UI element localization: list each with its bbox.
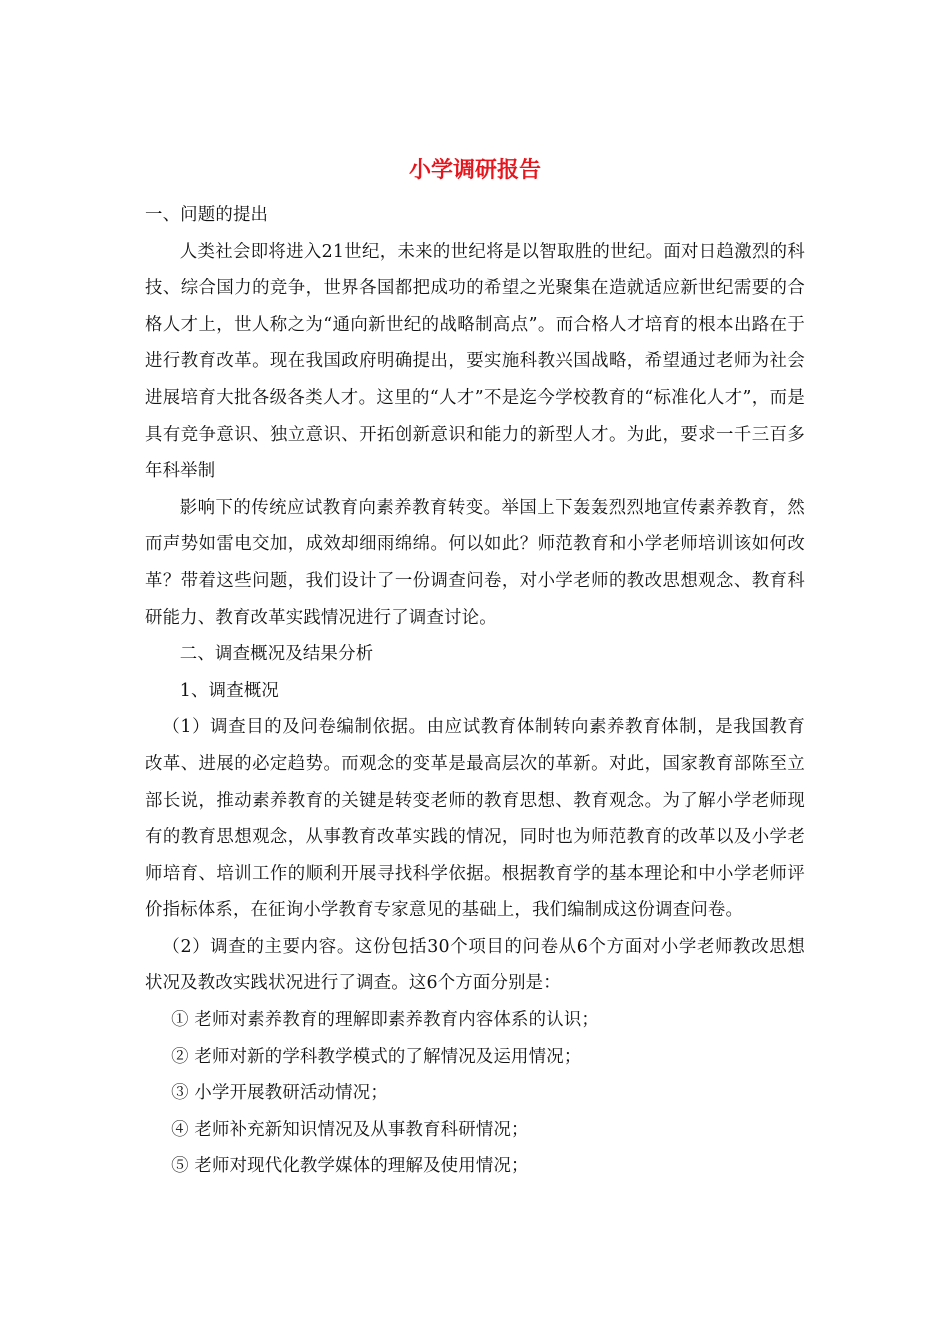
section-heading-2: 二、调查概况及结果分析 [179,644,374,665]
list-item: ③ 小学开展教研活动情况； [171,1083,388,1104]
list-item: ② 老师对新的学科教学模式的了解情况及运用情况； [171,1046,582,1067]
section-heading-1: 一、问题的提出 [145,205,269,225]
paragraph-intro: 人类社会即将进入21世纪，未来的世纪将是以智取胜的世纪。面对日趋激烈的科技、综合国力的竞争，世界各国都把成功的希望之光聚集在造就适应新世纪需要的合格人才上，世人称之为“通向新世纪的战略制高点”。而合格人才培育的根本出路在于进行教育改革。现在我国政府明确提出，要实施科教兴国战略，希望通过老师为社会进展培育大批各级各类人才。这里的“人才”不是迄今学校教育的“标准化人才”，而是具有竞争意识、独立意识、开拓创新意识和能力的新型人才。为此，要求一千三百多年科举制 [145,241,805,482]
document-body [145,197,805,1185]
list-item: ⑤ 老师对现代化教学媒体的理解及使用情况； [171,1156,529,1177]
paragraph-purpose: （1）调查目的及问卷编制依据。由应试教育体制转向素养教育体制，是我国教育改革、进展的必定趋势。而观念的变革是最高层次的革新。对此，国家教育部陈至立部长说，推动素养教育的关键是转变老师的教育思想、教育观念。为了解小学老师现有的教育思想观念，从事教育改革实践的情况，同时也为师范教育的改革以及小学老师培育、培训工作的顺利开展寻找科学依据。根据教育学的基本理论和中小学老师评价指标体系，在征询小学教育专家意见的基础上，我们编制成这份调查问卷。 [145,717,805,921]
list-item: ④ 老师补充新知识情况及从事教育科研情况； [171,1119,529,1140]
document-title: 小学调研报告 [408,157,541,183]
paragraph-content: （2）调查的主要内容。这份包括30个项目的问卷从6个方面对小学老师教改思想状况及教改实践状况进行了调查。这6个方面分别是： [145,936,805,994]
list-item: ① 老师对素养教育的理解即素养教育内容体系的认识； [171,1010,599,1031]
paragraph-transition: 影响下的传统应试教育向素养教育转变。举国上下轰轰烈烈地宣传素养教育，然而声势如雷电交加，成效却细雨绵绵。何以如此？师范教育和小学老师培训该如何改革？带着这些问题，我们设计了一份调查问卷，对小学老师的教改思想观念、教育科研能力、教育改革实践情况进行了调查讨论。 [145,497,805,628]
subsection-heading: 1、调查概况 [179,680,280,701]
